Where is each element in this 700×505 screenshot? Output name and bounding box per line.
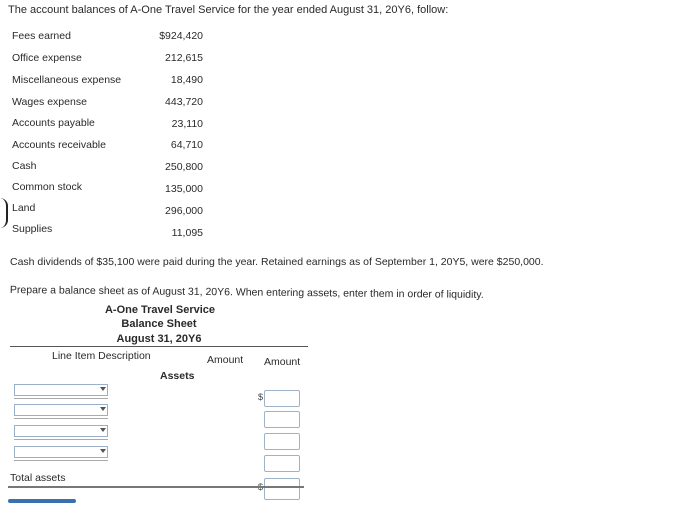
account-name: Cash xyxy=(12,160,37,172)
dividends-note: Cash dividends of $35,100 were paid during the year. Retained earnings as of September 1, 20Y5, were $250,000. xyxy=(10,256,544,268)
problem-intro: The account balances of A-One Travel Service for the year ended August 31, 20Y6, follow: xyxy=(8,4,449,16)
account-name: Office expense xyxy=(12,52,82,64)
total-divider xyxy=(8,486,304,488)
currency-symbol: $ xyxy=(258,392,264,402)
account-name: Wages expense xyxy=(12,96,87,108)
account-name: Accounts payable xyxy=(12,117,95,129)
instruction-text: Prepare a balance sheet as of August 31, 20Y6. When entering assets, enter them in order of liquidity. xyxy=(9,284,484,301)
col-amount-2: Amount xyxy=(264,356,301,368)
account-name: Common stock xyxy=(12,181,83,193)
account-name: Accounts receivable xyxy=(12,139,106,151)
account-name: Miscellaneous expense xyxy=(12,74,122,86)
account-name: Land xyxy=(12,202,36,214)
account-value: 135,000 xyxy=(165,183,203,195)
line-item-dropdown-1[interactable] xyxy=(14,384,108,396)
total-assets-input[interactable] xyxy=(264,478,300,500)
row-underline xyxy=(14,398,108,399)
chevron-down-icon xyxy=(100,428,106,432)
currency-symbol-total: $ xyxy=(258,482,264,492)
chevron-down-icon xyxy=(100,407,106,411)
assets-section-label: Assets xyxy=(160,370,195,382)
account-value: 23,110 xyxy=(171,118,203,130)
col-line-item-description: Line Item Description xyxy=(52,350,151,362)
col-amount-1: Amount xyxy=(207,354,244,366)
cursor-bracket xyxy=(0,198,8,228)
account-name: Fees earned xyxy=(12,30,71,42)
account-value: 18,490 xyxy=(170,74,203,86)
amount-input-2[interactable] xyxy=(264,411,300,428)
amount-input-1[interactable] xyxy=(264,390,300,407)
account-name: Supplies xyxy=(12,223,53,235)
amount-input-3[interactable] xyxy=(264,433,300,450)
chevron-down-icon xyxy=(100,449,106,453)
header-divider xyxy=(10,346,308,347)
total-assets-label: Total assets xyxy=(10,472,66,484)
statement-title: Balance Sheet xyxy=(121,318,197,330)
account-value: $924,420 xyxy=(159,30,203,42)
row-underline xyxy=(14,460,108,461)
amount-input-4[interactable] xyxy=(264,455,300,472)
statement-date: August 31, 20Y6 xyxy=(116,333,202,345)
chevron-down-icon xyxy=(100,387,106,391)
row-underline xyxy=(14,439,108,440)
scroll-indicator[interactable] xyxy=(8,499,76,503)
account-value: 64,710 xyxy=(170,139,203,151)
account-value: 11,095 xyxy=(171,227,203,239)
row-underline xyxy=(14,418,108,419)
line-item-dropdown-4[interactable] xyxy=(14,446,108,458)
account-value: 443,720 xyxy=(165,96,203,108)
account-value: 250,800 xyxy=(165,161,203,173)
account-value: 296,000 xyxy=(165,205,203,217)
account-value: 212,615 xyxy=(165,52,203,64)
line-item-dropdown-3[interactable] xyxy=(14,425,108,437)
line-item-dropdown-2[interactable] xyxy=(14,404,108,416)
company-name: A-One Travel Service xyxy=(104,304,216,316)
